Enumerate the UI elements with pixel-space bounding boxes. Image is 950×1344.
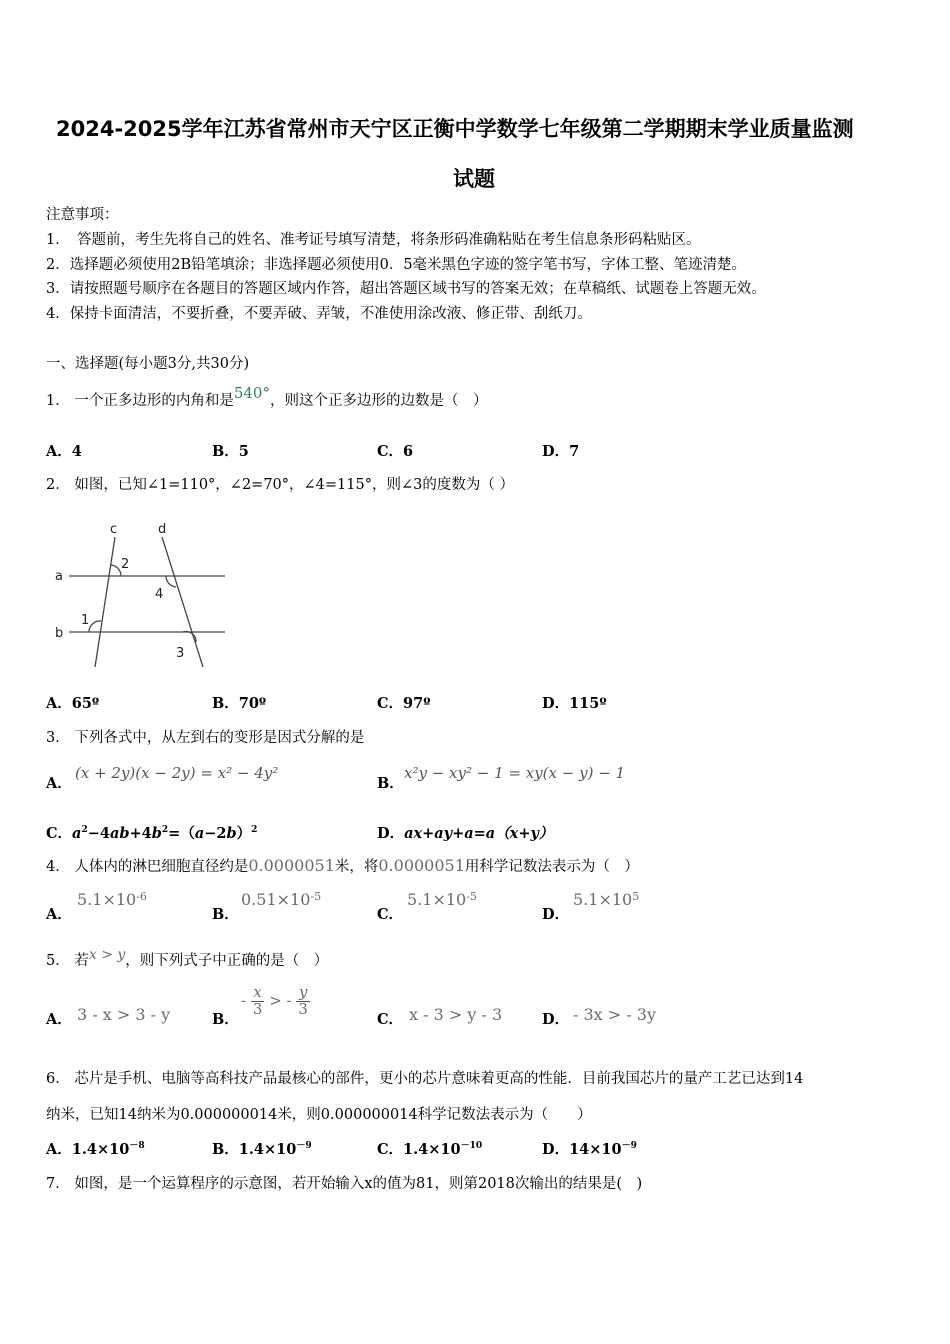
notice-heading: 注意事项： xyxy=(46,207,119,223)
option-b: B．5 xyxy=(212,443,249,460)
option-c-label: C． xyxy=(46,825,73,842)
option-label: B． xyxy=(212,1141,239,1158)
option-a-label: A． xyxy=(46,906,72,923)
option-b xyxy=(212,1138,312,1159)
option-d xyxy=(377,822,553,843)
question-text: 人体内的淋巴细胞直径约是 xyxy=(74,859,249,875)
question-4 xyxy=(46,855,639,876)
option-c: C．97º xyxy=(377,695,431,712)
fraction-num: y xyxy=(296,985,310,1002)
option-c-label: C． xyxy=(377,1011,404,1028)
formula-base: 1.4×10 xyxy=(238,1141,297,1158)
angle-2-arc xyxy=(110,565,121,576)
option-c: C．$a^2-4ab+4b^2=(a-2b)^2$ xyxy=(46,825,258,842)
gt-sign: > xyxy=(269,991,282,1010)
question-text: 如图，是一个运算程序的示意图，若开始输入x的值为81，则第2018次输出的结果是( ) xyxy=(74,1176,643,1192)
fraction-den: 3 xyxy=(298,999,308,1018)
option-b-formula: x²y − xy² − 1 = xy(x − y) − 1 xyxy=(404,764,626,782)
question-text: 下列各式中，从左到右的变形是因式分解的是 xyxy=(74,730,365,746)
option-a-label: A． xyxy=(46,775,72,792)
option-label: A． xyxy=(46,1141,72,1158)
formula-exp: －9 xyxy=(621,1141,637,1152)
question-number: 5． xyxy=(46,953,70,969)
option-d-label: D． xyxy=(542,906,570,923)
question-2 xyxy=(46,473,514,494)
option-c: C．6 xyxy=(377,443,414,460)
formula-base: 1.4×10 xyxy=(403,1141,461,1158)
option-d xyxy=(542,1138,637,1159)
notice-item: 1． 答题前，考生先将自己的姓名、准考证号填写清楚，将条形码准确粘贴在考生信息条形码粘贴区。 xyxy=(46,232,701,248)
angle-label-3: 3 xyxy=(176,646,185,661)
formula-base: 1.4×10 xyxy=(71,1141,130,1158)
option-b-formula xyxy=(241,985,310,1018)
option-d-label: D． xyxy=(377,825,405,842)
notice-item: 2．选择题必须使用2B铅笔填涂；非选择题必须使用0．5毫米黑色字迹的签字笔书写，字体工整、笔迹清楚。 xyxy=(46,257,747,273)
fraction-x xyxy=(251,985,265,1018)
page-title: 2024-2025学年江苏省常州市天宁区正衡中学数学七年级第二学期期末学业质量监测 xyxy=(56,117,854,141)
angle-label-2: 2 xyxy=(121,557,130,572)
question-text: 一个正多边形的内角和是 xyxy=(74,393,234,409)
notice-item: 3．请按照题号顺序在各题目的答题区域内作答，超出答题区域书写的答案无效；在草稿纸、试题卷上答题无效。 xyxy=(46,281,766,297)
option-d-formula: - 3x > - 3y xyxy=(573,1005,656,1024)
formula-exp: －10 xyxy=(460,1141,483,1152)
page-title-line2: 试题 xyxy=(453,167,495,191)
option-a-label: A． xyxy=(46,1011,72,1028)
label-b: b xyxy=(55,626,64,641)
option-b-formula xyxy=(241,890,321,909)
question-number: 1． xyxy=(46,393,70,409)
option-c-formula xyxy=(407,890,477,909)
label-a: a xyxy=(55,569,63,584)
angle-1-arc xyxy=(89,621,101,632)
option-b-label: B． xyxy=(377,775,404,792)
question-number: 2． xyxy=(46,477,70,493)
formula-base: 0.51×10 xyxy=(241,890,311,909)
value-formula: 0.0000051 xyxy=(248,856,335,875)
question-text: 如图，已知∠1=110°，∠2=70°，∠4=115°，则∠3的度数为（ ） xyxy=(74,477,514,493)
question-number: 6． xyxy=(46,1071,70,1087)
option-b-label: B． xyxy=(212,906,239,923)
formula-base: 5.1×10 xyxy=(407,890,467,909)
question-3 xyxy=(46,726,364,747)
formula-exp: 5 xyxy=(632,890,640,903)
option-d-formula: ax+ay+a=a（x+y） xyxy=(404,825,554,842)
angle-label-4: 4 xyxy=(155,587,164,602)
option-a: A．65º xyxy=(46,695,100,712)
option-b: B．70º xyxy=(212,695,267,712)
option-c xyxy=(377,1138,482,1159)
option-a xyxy=(46,1138,145,1159)
minus-sign: - xyxy=(286,991,292,1010)
question-1 xyxy=(46,384,488,410)
option-a-formula: 3 - x > 3 - y xyxy=(77,1005,171,1024)
option-d: D．7 xyxy=(542,443,580,460)
option-a: A．4 xyxy=(46,443,82,460)
formula-base: 14×10 xyxy=(569,1141,622,1158)
question-number: 4． xyxy=(46,859,70,875)
condition-formula: x > y xyxy=(88,947,126,963)
option-d-formula xyxy=(573,890,639,909)
fraction-y xyxy=(296,985,310,1018)
fraction-den: 3 xyxy=(252,999,263,1018)
parallel-lines-figure xyxy=(50,515,240,675)
label-c: c xyxy=(110,522,118,537)
option-c-formula: x - 3 > y - 3 xyxy=(409,1005,503,1024)
formula-exp: －9 xyxy=(296,1141,312,1152)
option-c-label: C． xyxy=(377,906,404,923)
option-d-label: D． xyxy=(542,1011,570,1028)
fraction-num: x xyxy=(251,985,265,1002)
formula-540: 540° xyxy=(233,384,270,402)
option-d: D．115º xyxy=(542,695,607,712)
option-label: C． xyxy=(377,1141,404,1158)
line-c xyxy=(95,537,115,667)
question-number: 3． xyxy=(46,730,70,746)
option-a-formula: (x + 2y)(x − 2y) = x² − 4y² xyxy=(75,764,279,782)
question-text: 芯片是手机、电脑等高科技产品最核心的部件，更小的芯片意味着更高的性能．目前我国芯片的量产工艺已达到14 xyxy=(74,1071,804,1087)
question-5 xyxy=(46,949,328,970)
section-heading: 一、选择题(每小题3分,共30分) xyxy=(46,356,250,372)
question-text-tail: ，则这个正多边形的边数是（ ） xyxy=(269,393,488,409)
formula-exp: -6 xyxy=(136,890,147,903)
formula-exp: －8 xyxy=(129,1141,145,1152)
question-text: 若 xyxy=(74,953,89,969)
question-6 xyxy=(46,1067,803,1088)
option-a-formula xyxy=(77,890,147,909)
option-b-label: B． xyxy=(212,1011,239,1028)
value-formula-2: 0.0000051 xyxy=(378,856,465,875)
question-text-mid: 米，将 xyxy=(334,859,379,875)
formula-base: 5.1×10 xyxy=(77,890,137,909)
formula-base: 5.1×10 xyxy=(573,890,633,909)
question-text-tail: ，则下列式子中正确的是（ ） xyxy=(125,953,329,969)
question-text-tail: 用科学记数法表示为（ ） xyxy=(464,859,639,875)
angle-label-1: 1 xyxy=(81,613,90,628)
notice-item: 4．保持卡面清洁，不要折叠，不要弄破、弄皱，不准使用涂改液、修正带、刮纸刀。 xyxy=(46,306,592,322)
label-d: d xyxy=(158,522,167,537)
formula-exp: -5 xyxy=(466,890,477,903)
question-7 xyxy=(46,1172,642,1193)
minus-sign: - xyxy=(241,991,247,1010)
formula-exp: -5 xyxy=(310,890,322,903)
option-label: D． xyxy=(542,1141,570,1158)
question-6-line2: 纳米，已知14纳米为0.000000014米，则0.000000014科学记数法表示为（ ） xyxy=(46,1107,592,1123)
question-number: 7． xyxy=(46,1176,70,1192)
